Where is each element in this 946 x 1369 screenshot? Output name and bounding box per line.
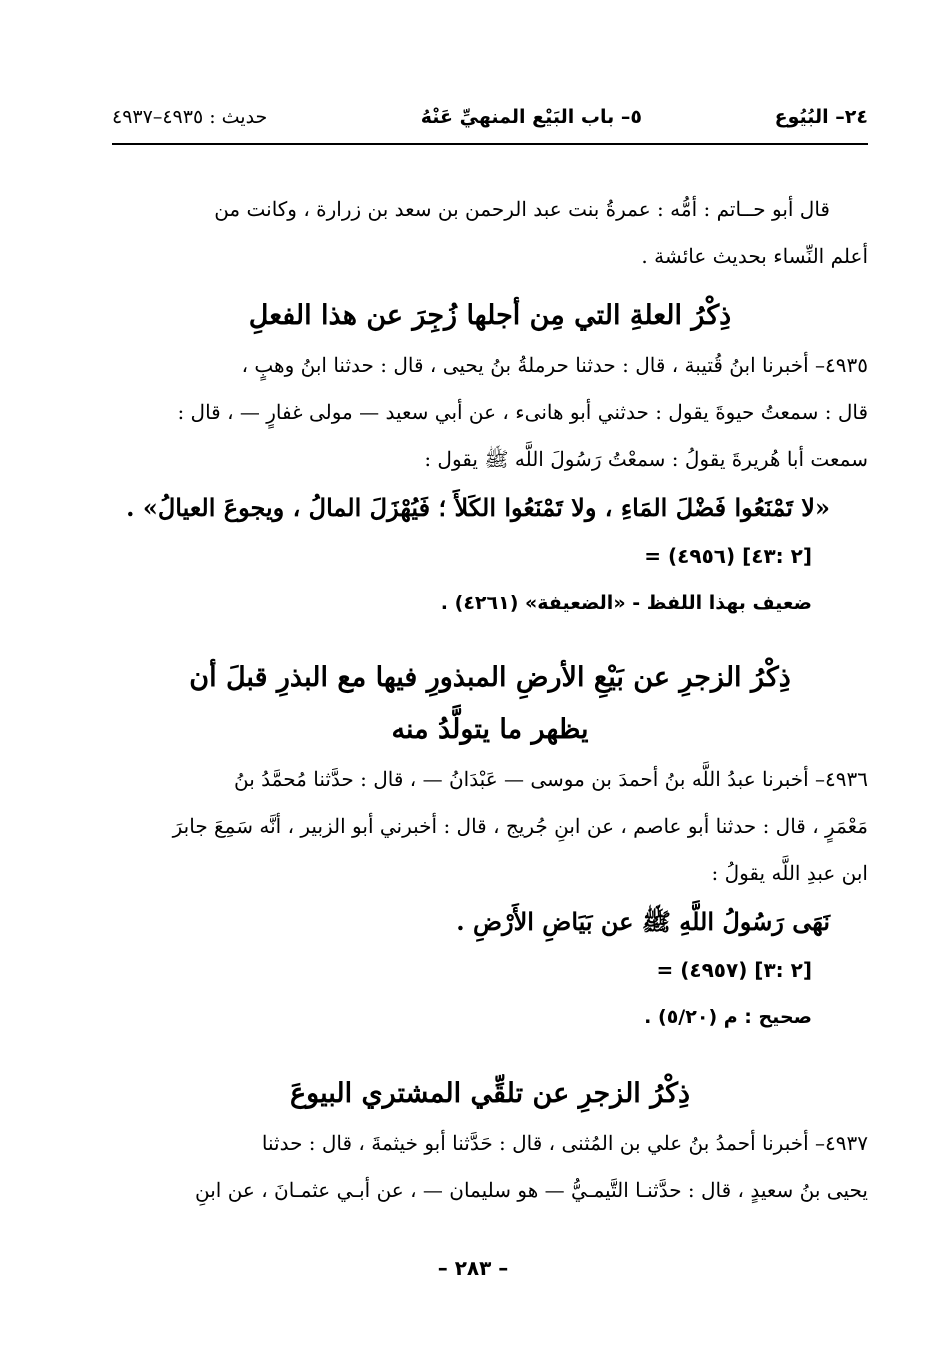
section-heading [112,652,868,756]
grading-note: صحيح : م (٥/٢٠) . [644,1006,812,1028]
chapter-title: ٢٤– البُيُوع [774,106,868,128]
isnad-line: يحيى بنُ سعيدٍ ، قال : حدَّثنـا التَّيمـيُّ — هو سليمان — ، عن أبـي عثمـانَ ، عن ابنِ [195,1178,868,1202]
isnad-line: ٤٩٣٥– أخبرنا ابنُ قُتيبة ، قال : حدثنا حرملةُ بنُ يحيى ، قال : حدثنا ابنُ وهبٍ ، [241,353,868,377]
cross-reference: = (٤٩٥٧) [٢ :٣] [656,958,812,982]
isnad-line: ٤٩٣٦– أخبرنا عبدُ اللَّه بنُ أحمدَ بن موسى — عَبْدَانُ — ، قال : حدَّثنا مُحمَّدُ بنُ [234,767,868,791]
hadith-range: حديث : ٤٩٣٥–٤٩٣٧ [112,106,268,128]
heading-line: يظهر ما يتولَّدُ منه [391,714,589,745]
isnad-line: سمعت أبا هُريرةَ يقولُ : سمعْتُ رَسُولَ اللَّه ﷺ يقول : [424,447,868,471]
intro-paragraph [112,186,868,280]
hadith-matn: نَهَى رَسُولُ اللَّهِ ﷺ عن بَيَاضِ الأَرْضِ . [456,907,830,936]
intro-line: قال أبو حــاتم : أمُّه : عمرةُ بنت عبد الرحمن بن سعد بن زرارة ، وكانت من [214,197,830,221]
isnad-line: ٤٩٣٧– أخبرنا أحمدُ بنُ علي بن المُثنى ، قال : حَدَّثنا أبو خيثمةَ ، قال : حدثنا [261,1131,868,1155]
section-heading: ذِكْرُ الزجرِ عن تلقِّي المشتري البيوعَ [290,1078,690,1109]
hadith-4936 [112,756,868,1041]
isnad-line: ابن عبدِ اللَّه يقولُ : [711,861,868,885]
hadith-4935 [112,342,868,627]
heading-line: ذِكْرُ الزجرِ عن بَيْعِ الأرضِ المبذورِ فيها مع البذرِ قبلَ أن [189,662,791,693]
hadith-4937 [112,1120,868,1214]
cross-reference: = (٤٩٥٦) [٢ :٤٣] [644,544,812,568]
isnad-line: مَعْمَرٍ ، قال : حدثنا أبو عاصم ، عن ابنِ جُريج ، قال : أخبرني أبو الزبير ، أنَّه سَمِعَ جابرَ [172,814,868,838]
running-header [112,98,868,142]
grading-note: ضعيف بهذا اللفظ - «الضعيفة» (٤٢٦١) . [440,592,812,614]
isnad-line: قال : سمعتُ حيوةَ يقول : حدثني أبو هانىء ، عن أبي سعيد — مولى غفارٍ — ، قال : [177,400,868,424]
header-divider [112,143,868,145]
page-number: – ٢٨٣ – [437,1256,509,1280]
section-title: ٥– باب البَيْع المنهيِّ عَنْهُ [420,106,642,128]
section-heading: ذِكْرُ العلةِ التي مِن أجلها زُجِرَ عن هذا الفعلِ [248,300,732,331]
intro-line: أعلم النِّساء بحديث عائشة . [641,244,868,268]
hadith-matn: «لا تَمْنَعُوا فَضْلَ المَاءِ ، ولا تَمْنَعُوا الكَلأَ ؛ فَيُهْزَلَ المالُ ، ويجوعَ العيالُ» . [126,493,830,522]
